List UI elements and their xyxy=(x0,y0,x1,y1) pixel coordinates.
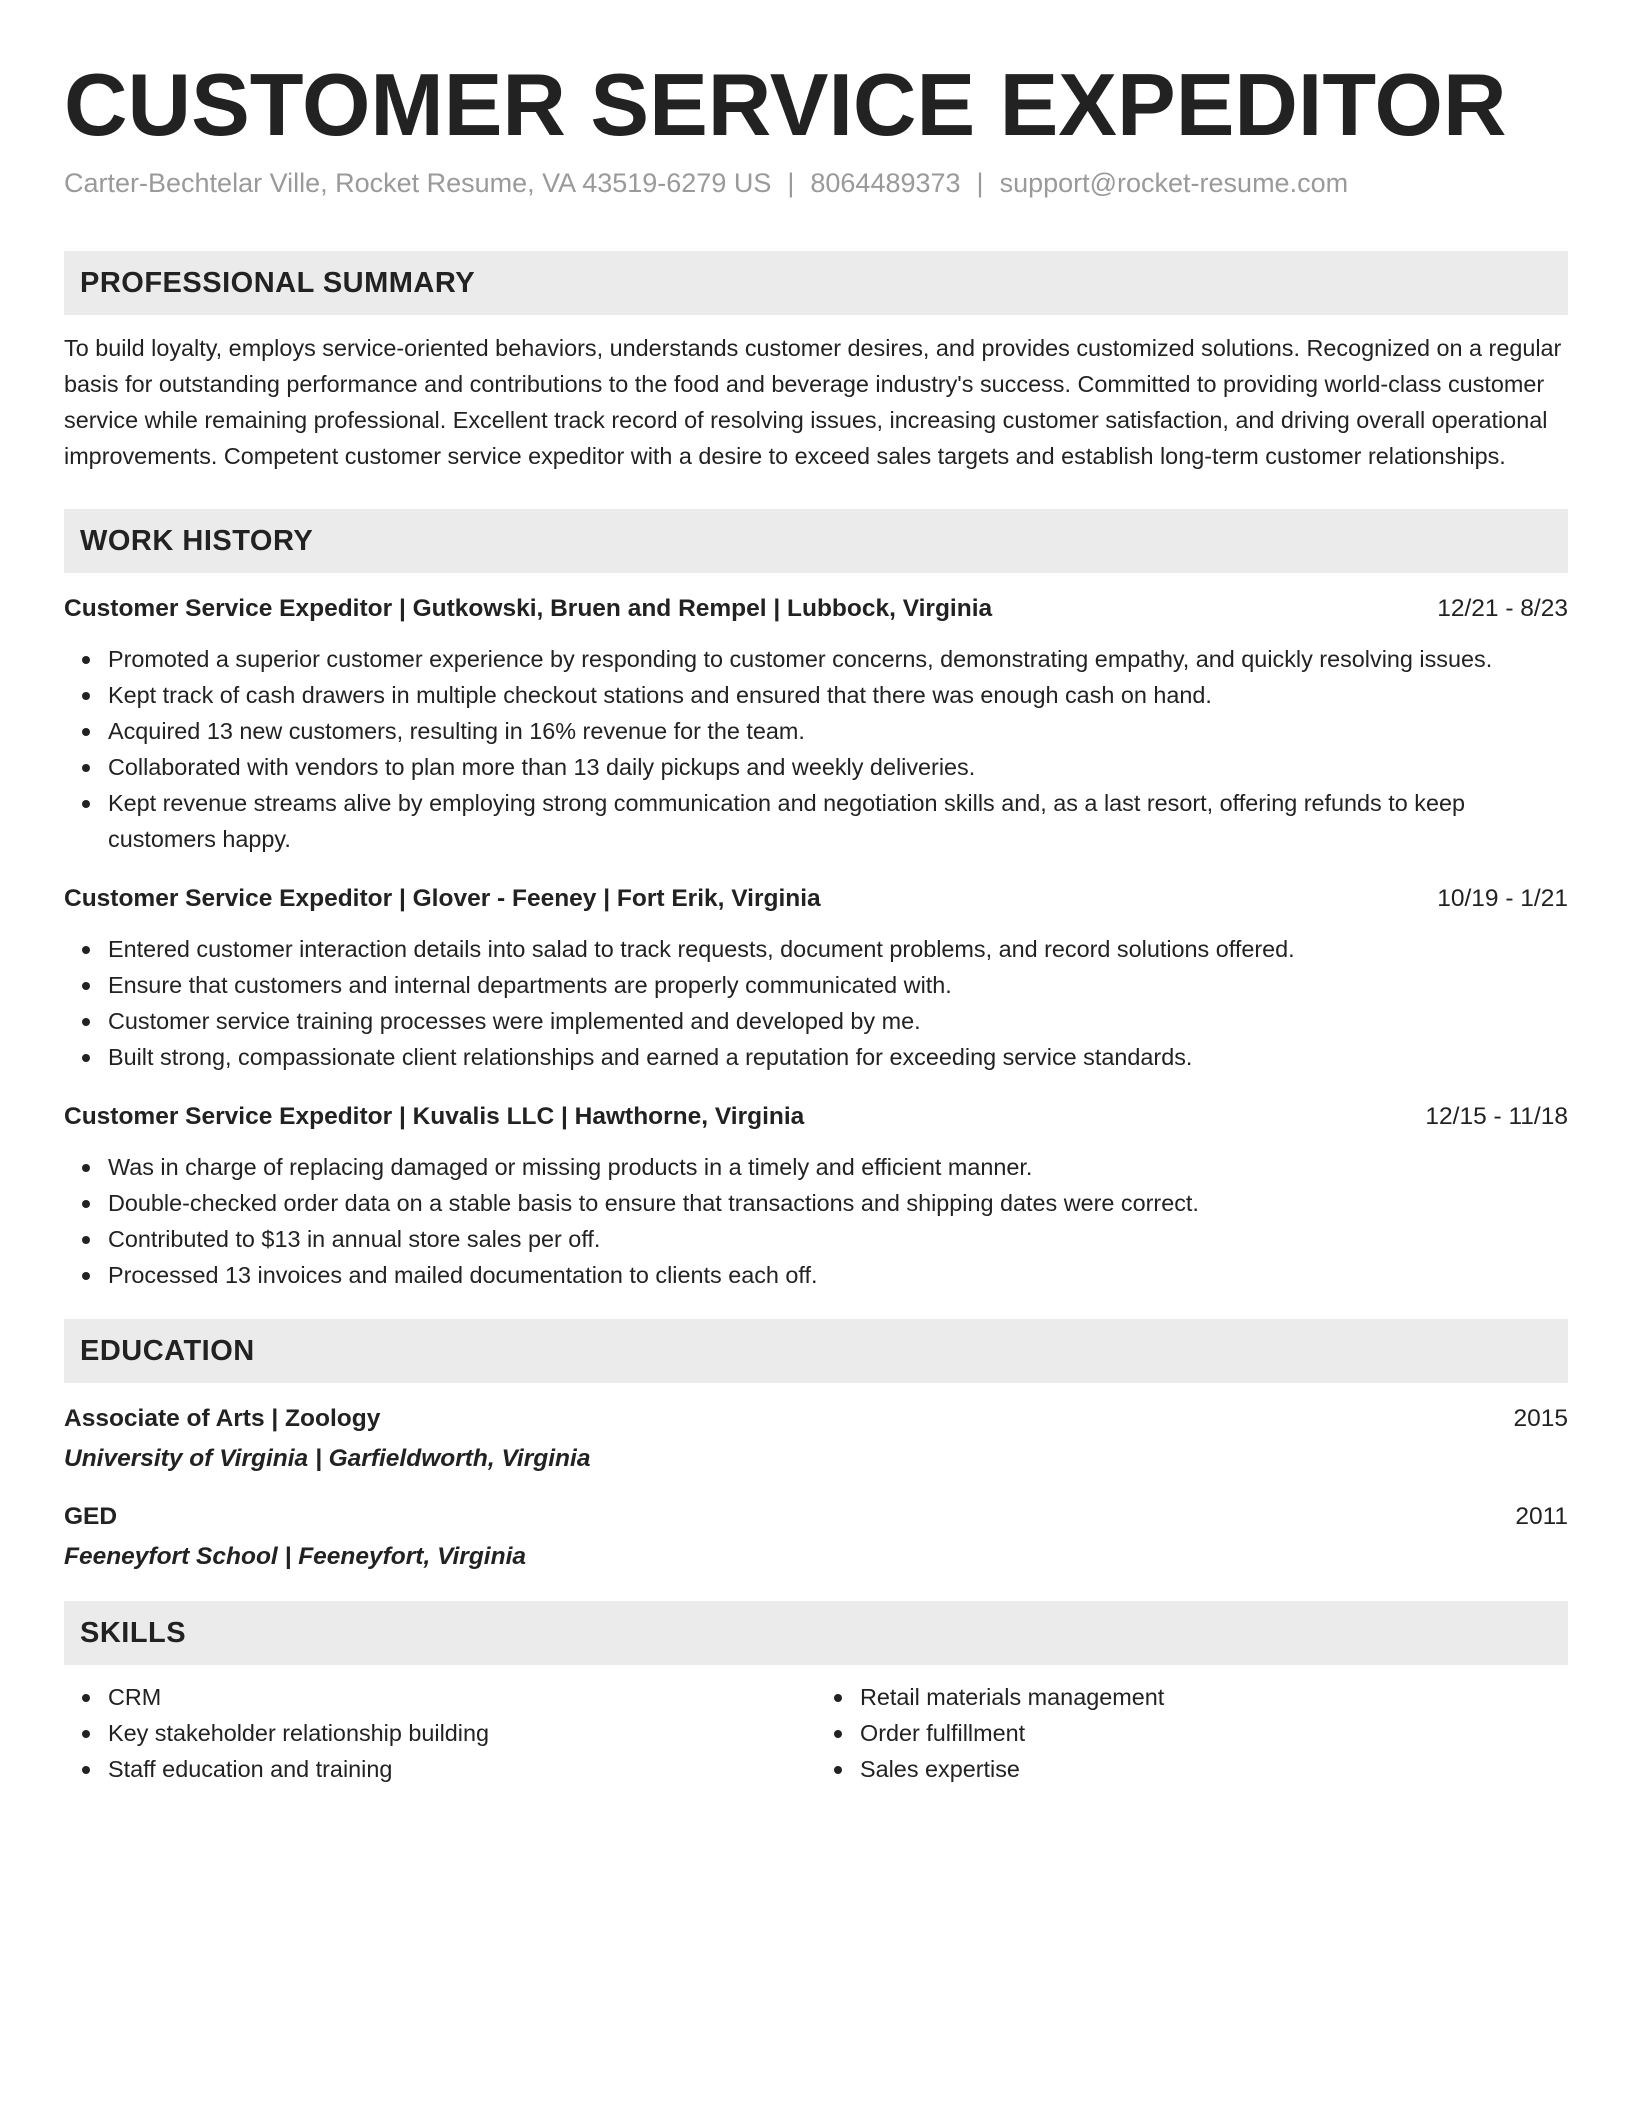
job-entry xyxy=(64,591,1568,857)
job-bullet: Ensure that customers and internal departments are properly communicated with. xyxy=(108,967,1568,1003)
job-bullet: Built strong, compassionate client relationships and earned a reputation for exceeding service standards. xyxy=(108,1039,1568,1075)
skills-grid xyxy=(64,1679,1568,1787)
job-bullet: Contributed to $13 in annual store sales per off. xyxy=(108,1221,1568,1257)
skills-heading: SKILLS xyxy=(80,1616,187,1649)
job-bullet: Processed 13 invoices and mailed documentation to clients each off. xyxy=(108,1257,1568,1293)
job-dates: 12/21 - 8/23 xyxy=(1437,595,1568,622)
job-bullet: Customer service training processes were implemented and developed by me. xyxy=(108,1003,1568,1039)
job-bullets xyxy=(64,641,1568,857)
job-bullet: Was in charge of replacing damaged or missing products in a timely and efficient manner. xyxy=(108,1149,1568,1185)
job-bullet: Kept revenue streams alive by employing strong communication and negotiation skills and, as a last resort, offering refunds to keep customers happy. xyxy=(108,785,1568,857)
job-header xyxy=(64,1099,1568,1135)
job-bullet: Collaborated with vendors to plan more than 13 daily pickups and weekly deliveries. xyxy=(108,749,1568,785)
summary-section-header xyxy=(64,251,1568,315)
contact-line xyxy=(64,166,1568,200)
contact-separator: | xyxy=(787,168,795,198)
resume-page xyxy=(64,0,1568,1787)
education-entry xyxy=(64,1401,1568,1477)
education-header xyxy=(64,1401,1568,1437)
job-bullet: Entered customer interaction details into salad to track requests, document problems, and record solutions offered. xyxy=(108,931,1568,967)
summary-heading: PROFESSIONAL SUMMARY xyxy=(80,266,476,299)
contact-phone: 8064489373 xyxy=(810,168,961,198)
contact-separator: | xyxy=(976,168,984,198)
education-degree: GED xyxy=(64,1503,118,1530)
summary-text: To build loyalty, employs service-oriented behaviors, understands customer desires, and provides customized solutions. Recognized on a regular basis for outstanding performance and contributions to the food and beverage industry's success. Committed to providing world-class customer service while remaining professional. Excellent track record of resolving issues, increasing customer satisfaction, and driving overall operational improvements. Competent customer service expeditor with a desire to exceed sales targets and establish long-term customer relationships. xyxy=(64,335,1562,469)
education-entry xyxy=(64,1499,1568,1575)
education-heading: EDUCATION xyxy=(80,1334,255,1367)
skills-column-left xyxy=(64,1679,816,1787)
job-bullet: Promoted a superior customer experience by responding to customer concerns, demonstrating empathy, and quickly resolving issues. xyxy=(108,641,1568,677)
job-bullet: Acquired 13 new customers, resulting in 16% revenue for the team. xyxy=(108,713,1568,749)
job-header xyxy=(64,591,1568,627)
work-history-section-header xyxy=(64,509,1568,573)
candidate-name: CUSTOMER SERVICE EXPEDITOR xyxy=(64,55,1507,154)
job-header xyxy=(64,881,1568,917)
education-degree: Associate of Arts | Zoology xyxy=(64,1405,381,1432)
education-year: 2015 xyxy=(1513,1405,1568,1432)
skills-section-header xyxy=(64,1601,1568,1665)
education-school: Feeneyfort School | Feeneyfort, Virginia xyxy=(64,1543,527,1570)
job-title: Customer Service Expeditor | Gutkowski, Bruen and Rempel | Lubbock, Virginia xyxy=(64,595,993,622)
job-bullets xyxy=(64,931,1568,1075)
skill-item: Key stakeholder relationship building xyxy=(108,1715,816,1751)
job-bullets xyxy=(64,1149,1568,1293)
work-history-heading: WORK HISTORY xyxy=(80,524,314,557)
job-entry xyxy=(64,881,1568,1075)
skill-item: Retail materials management xyxy=(860,1679,1568,1715)
education-year: 2011 xyxy=(1515,1503,1568,1530)
job-title: Customer Service Expeditor | Glover - Feeney | Fort Erik, Virginia xyxy=(64,885,821,912)
job-title: Customer Service Expeditor | Kuvalis LLC | Hawthorne, Virginia xyxy=(64,1103,805,1130)
job-dates: 10/19 - 1/21 xyxy=(1437,885,1568,912)
education-section-header xyxy=(64,1319,1568,1383)
skill-item: Order fulfillment xyxy=(860,1715,1568,1751)
skill-item: CRM xyxy=(108,1679,816,1715)
skills-column-right xyxy=(816,1679,1568,1787)
education-school: University of Virginia | Garfieldworth, Virginia xyxy=(64,1445,591,1472)
skill-item: Sales expertise xyxy=(860,1751,1568,1787)
job-bullet: Kept track of cash drawers in multiple checkout stations and ensured that there was enough cash on hand. xyxy=(108,677,1568,713)
education-header xyxy=(64,1499,1568,1535)
contact-email: support@rocket-resume.com xyxy=(999,168,1349,198)
job-dates: 12/15 - 11/18 xyxy=(1425,1103,1568,1130)
job-entry xyxy=(64,1099,1568,1293)
skill-item: Staff education and training xyxy=(108,1751,816,1787)
job-bullet: Double-checked order data on a stable basis to ensure that transactions and shipping dates were correct. xyxy=(108,1185,1568,1221)
contact-address: Carter-Bechtelar Ville, Rocket Resume, VA 43519-6279 US xyxy=(64,168,772,198)
